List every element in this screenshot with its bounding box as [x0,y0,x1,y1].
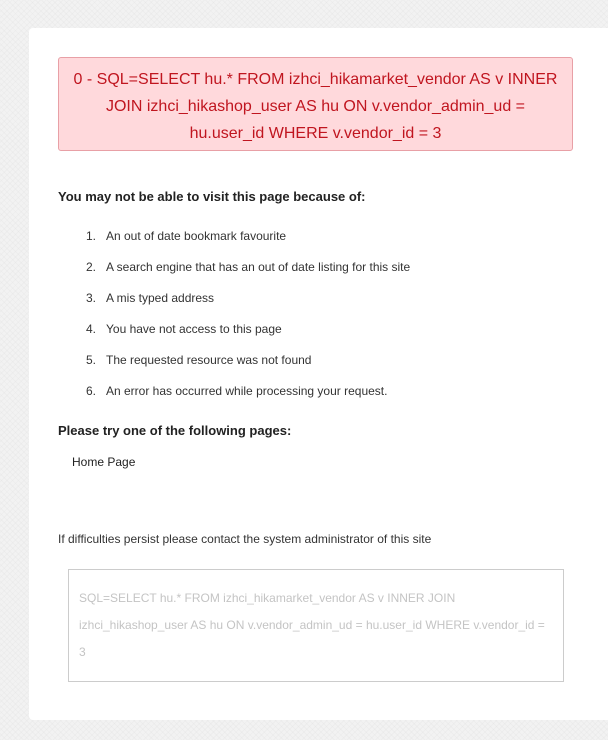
list-item-number: 5. [85,353,96,367]
error-message-box [58,57,573,151]
list-item-number: 4. [85,322,96,336]
list-item [58,381,410,412]
list-item-text: A mis typed address [106,291,215,305]
list-item [58,226,410,257]
debug-message-text: SQL=SELECT hu.* FROM izhci_hikamarket_vendor AS v INNER JOIN izhci_hikashop_user AS hu ON v.vendor_admin_ud = hu.user_id WHERE v.vendor_id = 3 [79,591,545,659]
list-item-number: 2. [85,260,96,274]
list-item [58,288,410,319]
list-item-text: A search engine that has an out of date listing for this site [106,260,411,274]
list-item-text: An out of date bookmark favourite [106,229,287,243]
list-item [72,455,135,469]
error-message-text: 0 - SQL=SELECT hu.* FROM izhci_hikamarket_vendor AS v INNER JOIN izhci_hikashop_user AS hu ON v.vendor_admin_ud = hu.user_id WHERE v.vendor_id = 3 [73,71,558,142]
list-item [58,319,410,350]
reasons-list [58,226,410,412]
list-item [58,350,410,381]
list-item-number: 6. [85,384,96,398]
reasons-heading: You may not be able to visit this page because of: [58,189,366,204]
list-item-text: You have not access to this page [106,322,282,336]
list-item-text: An error has occurred while processing your request. [106,384,388,398]
error-page-panel [29,28,608,720]
list-item-text: The requested resource was not found [106,353,312,367]
home-page-link[interactable]: Home Page [72,455,136,469]
list-item-number: 3. [85,291,96,305]
pages-heading: Please try one of the following pages: [58,423,292,438]
list-item-number: 1. [85,229,96,243]
debug-message-box [68,569,564,682]
contact-admin-text: If difficulties persist please contact the system administrator of this site [58,532,432,546]
list-item [58,257,410,288]
pages-list [72,455,135,469]
